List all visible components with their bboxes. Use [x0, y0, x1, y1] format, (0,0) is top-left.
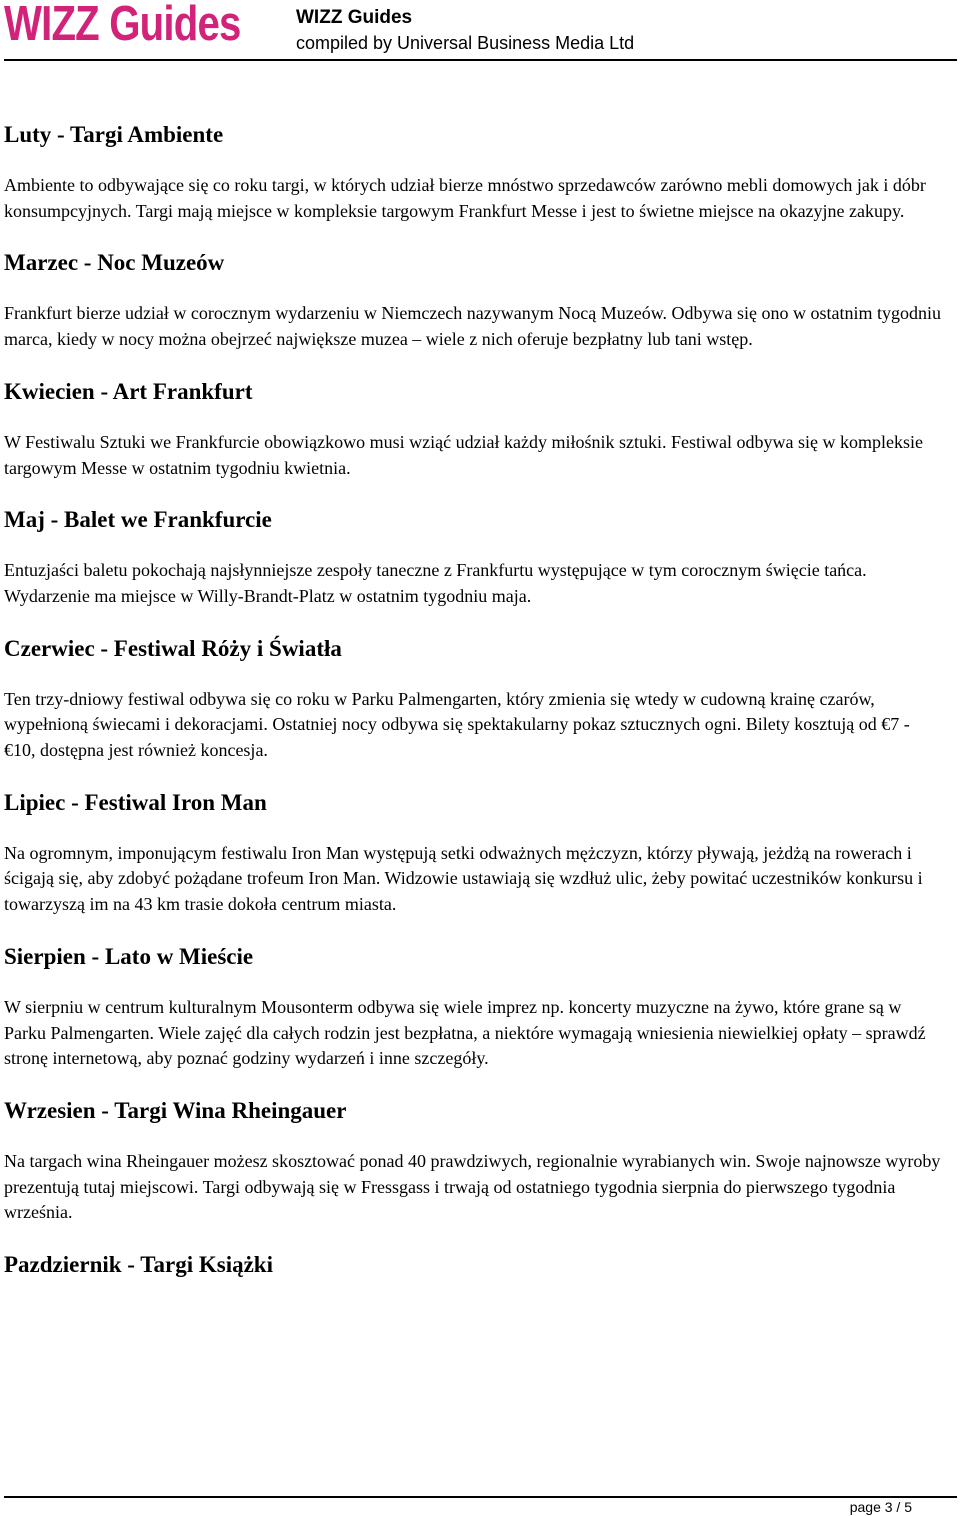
footer-divider — [4, 1496, 957, 1498]
header-divider — [4, 59, 957, 61]
section-wrzesien — [4, 1096, 944, 1226]
section-body: Ten trzy-dniowy festiwal odbywa się co roku w Parku Palmengarten, który zmienia się wtedy w cudowną krainę czarów, wypełnioną świecami i dekoracjami. Ostatniej nocy odbywa się spektakularny pokaz sztucznych ogni. Bilety kosztują od €7 - €10, dostępna jest również koncesja. — [4, 688, 910, 761]
section-body: Entuzjaści baletu pokochają najsłynniejsze zespoły taneczne z Frankfurtu występujące w tym corocznym święcie tańca. Wydarzenie ma miejsce w Willy-Brandt-Platz w ostatnim tygodniu maja. — [4, 560, 867, 606]
section-maj — [4, 505, 944, 609]
section-sierpien — [4, 942, 944, 1072]
section-heading: Luty - Targi Ambiente — [4, 122, 224, 147]
section-heading: Pazdziernik - Targi Książki — [4, 1252, 273, 1278]
section-luty — [4, 120, 944, 224]
wizz-guides-logo: WIZZ Guides — [4, 0, 241, 51]
section-body: W Festiwalu Sztuki we Frankfurcie obowiązkowo musi wziąć udział każdy miłośnik sztuki. Festiwal odbywa się w kompleksie targowym Messe w ostatnim tygodniu kwietnia. — [4, 431, 923, 478]
header-title: WIZZ Guides — [296, 7, 413, 28]
section-heading: Wrzesien - Targi Wina Rheingauer — [4, 1097, 347, 1123]
section-heading: Czerwiec - Festiwal Róży i Światła — [4, 635, 342, 661]
header-subtitle: compiled by Universal Business Media Ltd — [296, 33, 635, 53]
section-body: Na ogromnym, imponującym festiwalu Iron Man występują setki odważnych mężczyzn, którzy pływają, jeżdżą na rowerach i ścigają się, aby zdobyć pożądane trofeum Iron Man. Widzowie ustawiają się wzdłuż ulic, żeby powitać uczestników konkursu i towarzyszą im na 43 km trasie dokoła centrum miasta. — [4, 842, 923, 915]
section-kwiecien — [4, 377, 944, 481]
section-body: W sierpniu w centrum kulturalnym Mousonterm odbywa się wiele imprez np. koncerty muzyczne na żywo, które grane są w Parku Palmengarten. Wiele zajęć dla całych rodzin jest bezpłatna, a niektóre wymagają wniesienia niewielkiej opłaty – sprawdź stronę internetową, aby poznać godziny wydarzeń i inne szczegóły. — [4, 996, 926, 1069]
section-body: Na targach wina Rheingauer możesz skosztować ponad 40 prawdziwych, regionalnie wyrabianych win. Swoje najnowsze wyroby prezentują tutaj miejscowi. Targi odbywają się w Fressgass i trwają od ostatniego tygodnia sierpnia do pierwszego tygodnia września. — [4, 1150, 941, 1223]
page-number: page 3 / 5 — [849, 1499, 912, 1515]
document-body — [4, 120, 944, 1280]
section-heading: Maj - Balet we Frankfurcie — [4, 507, 272, 533]
page-header — [0, 0, 960, 60]
section-czerwiec — [4, 634, 944, 764]
section-heading: Sierpien - Lato w Mieście — [4, 943, 254, 969]
section-marzec — [4, 248, 944, 352]
section-lipiec — [4, 788, 944, 918]
section-heading: Marzec - Noc Muzeów — [4, 250, 225, 276]
section-heading: Kwiecien - Art Frankfurt — [4, 378, 253, 404]
section-body: Frankfurt bierze udział w corocznym wydarzeniu w Niemczech nazywanym Nocą Muzeów. Odbywa się ono w ostatnim tygodniu marca, kiedy w nocy można obejrzeć największe muzea – wiele z nich oferuje bezpłatny lub tani wstęp. — [4, 303, 942, 350]
section-body: Ambiente to odbywające się co roku targi, w których udział bierze mnóstwo sprzedawców zarówno mebli domowych jak i dóbr konsumpcyjnych. Targi mają miejsce w kompleksie targowym Frankfurt Messe i jest to świetne miejsce na okazyjne zakupy. — [4, 175, 926, 221]
section-pazdziernik — [4, 1250, 944, 1280]
section-heading: Lipiec - Festiwal Iron Man — [4, 789, 267, 815]
